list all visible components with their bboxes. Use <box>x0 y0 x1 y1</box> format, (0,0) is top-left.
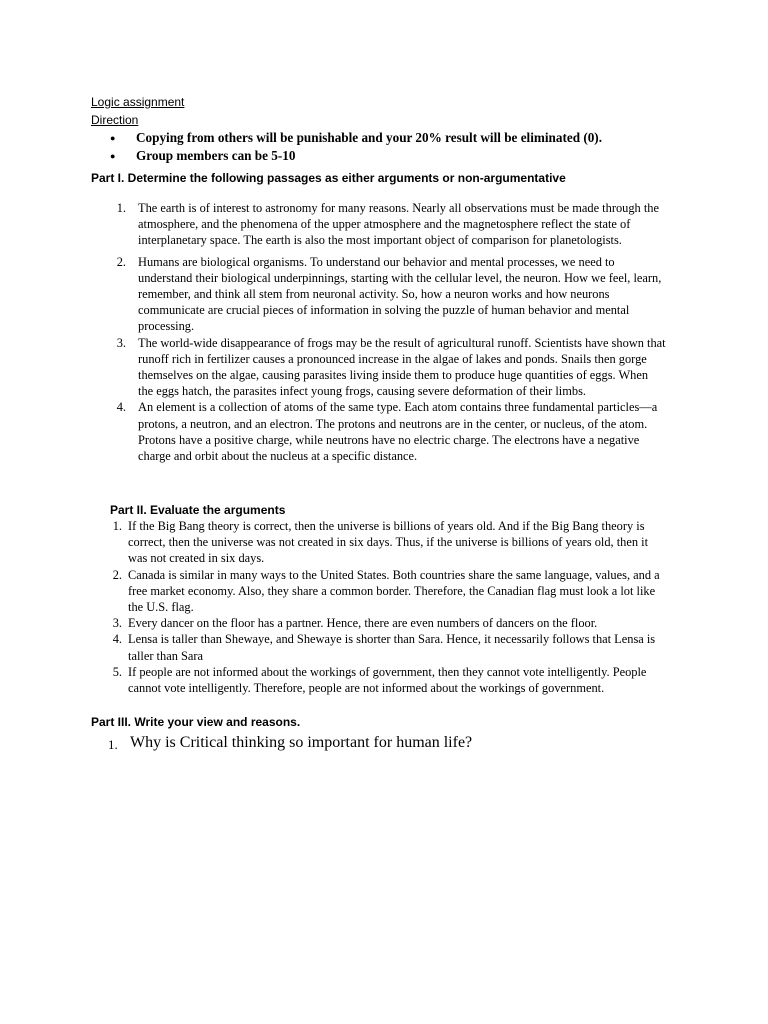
list-item <box>112 518 666 567</box>
item-number: 2. <box>116 254 126 269</box>
list-item <box>108 733 472 753</box>
item-text: The world-wide disappearance of frogs may be the result of agricultural runoff. Scientists have shown that runoff rich in fertilizer causes a pronounced increase in the algae of lakes and ponds. Snails then gorge themselves on the algae, causing parasites living inside them to produce huge quantities of eggs. When the eggs hatch, the parasites infect young frogs, causing severe deformation of their limbs. <box>138 335 666 399</box>
item-text: Why is Critical thinking so important for human life? <box>130 734 473 751</box>
item-number: 1. <box>108 737 118 752</box>
part1-list <box>116 200 666 464</box>
item-number: 1. <box>116 201 126 215</box>
part2-list <box>112 518 666 696</box>
item-text: Humans are biological organisms. To understand our behavior and mental processes, we need to understand their biological underpinnings, starting with the cellular level, the neuron. How we feel, learn, remember, and think all stem from neuronal activity. So, how a neuron works and how neurons communicate are crucial pieces of information in solving the puzzle of human behavior and mental processing. <box>138 254 662 334</box>
item-text: If the Big Bang theory is correct, then the universe is billions of years old. And if the Big Bang theory is correct, then the universe was not created in six days. Thus, if the universe is billions of years old, then it was not created in six days. <box>128 519 649 566</box>
item-text: If people are not informed about the workings of government, then they cannot vote intelligently. People cannot vote intelligently. Therefore, people are not informed about the workings of government. <box>128 664 647 696</box>
item-number: 1. <box>112 519 122 533</box>
list-item <box>112 631 666 663</box>
item-number: 2. <box>112 567 122 582</box>
part2-heading: Part II. Evaluate the arguments <box>110 503 286 517</box>
list-item <box>112 615 666 631</box>
list-item <box>116 399 666 464</box>
part1-heading: Part I. Determine the following passages as either arguments or non-argumentative <box>91 171 566 185</box>
list-item <box>116 200 666 249</box>
item-number: 3. <box>112 616 122 631</box>
item-number: 4. <box>116 400 126 415</box>
rules-list <box>110 129 602 165</box>
rule-item: ● Copying from others will be punishable and your 20% result will be eliminated (0). <box>110 129 602 147</box>
list-item <box>116 335 666 400</box>
item-text: Every dancer on the floor has a partner. Hence, there are even numbers of dancers on the floor. <box>128 616 598 631</box>
assignment-title: Logic assignment <box>91 95 185 109</box>
part3-heading: Part III. Write your view and reasons. <box>91 715 301 729</box>
item-text: An element is a collection of atoms of the same type. Each atom contains three fundamental particles—a protons, a neutron, and an electron. The protons and neutrons are in the center, or nucleus, of the atom. Protons have a positive charge, while neutrons have no electric charge. The electrons have a negative charge and orbit about the nucleus at a specific distance. <box>138 400 658 464</box>
list-item <box>116 254 666 335</box>
item-number: 4. <box>112 632 122 647</box>
item-number: 3. <box>116 335 126 350</box>
list-item <box>112 664 666 696</box>
rule-item: ● Group members can be 5-10 <box>110 147 602 165</box>
item-number: 5. <box>112 664 122 679</box>
item-text: Lensa is taller than Shewaye, and Shewaye is shorter than Sara. Hence, it necessarily follows that Lensa is taller than Sara <box>128 632 656 663</box>
list-item <box>112 567 666 616</box>
item-text: Canada is similar in many ways to the United States. Both countries share the same language, values, and a free market economy. Also, they share a common border. Therefore, the Canadian flag must look a lot like the U.S. flag. <box>128 567 660 615</box>
item-text: The earth is of interest to astronomy for many reasons. Nearly all observations must be made through the atmosphere, and the phenomena of the upper atmosphere and the magnetosphere reflect the state of interplanetary space. The earth is also the most important object of comparison for planetologists. <box>138 201 659 248</box>
part3-list <box>108 733 472 753</box>
direction-label: Direction <box>91 113 139 127</box>
